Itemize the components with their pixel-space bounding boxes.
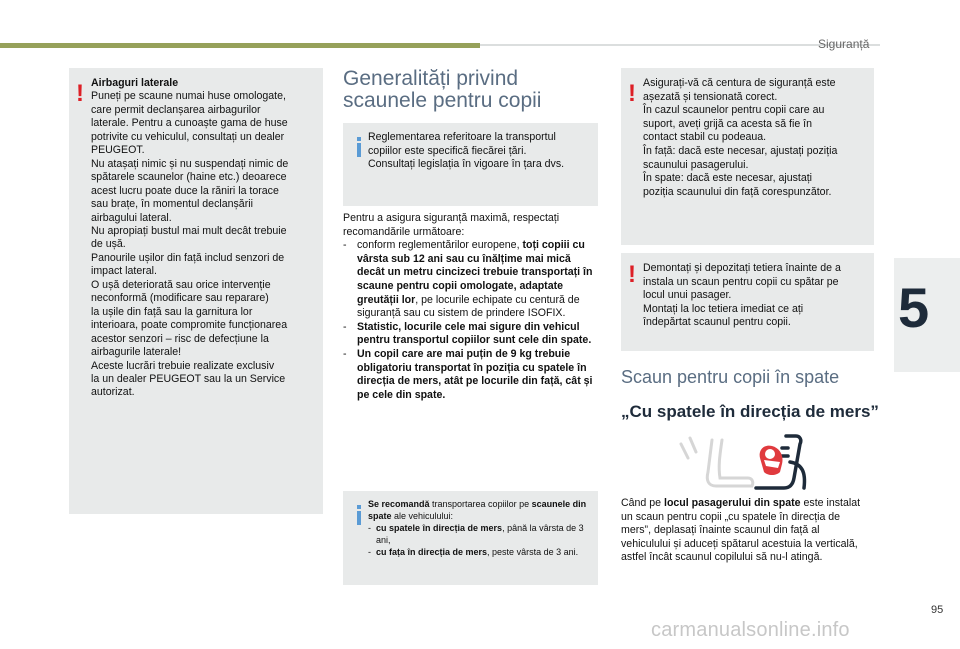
recommendation-item: - Un copil care are mai puțin de 9 kg trebuie obligatoriu transportat în poziția cu spatele în direcția de mers, atât pe locurile din față, cât și pe cele din spate.: [343, 347, 593, 401]
airbags-line: Panourile ușilor din față includ senzori de: [91, 251, 285, 264]
seatbelt-warning-line: Asigurați-vă că centura de siguranță este: [643, 77, 836, 89]
rear-seat-paragraph: Când pe locul pasagerului din spate este instalat un scaun pentru copii „cu spatele în direcția de mers”, deplasați înainte scaunul din față al vehiculului și aduceți spătarul acestuia la verticală, astfel încât scaunul copilului să nu-l atingă.: [621, 497, 861, 564]
info-icon: [352, 137, 366, 157]
seatbelt-warning-text: [643, 77, 871, 199]
info-list-item: - cu spatele în direcția de mers, până la vârsta de 3 ani,: [368, 523, 584, 545]
airbags-line: airbagului lateral.: [91, 211, 172, 224]
airbags-line: potrivite cu vehiculul, consultați un dealer: [91, 130, 285, 143]
footer-watermark: carmanualsonline.info: [651, 619, 850, 641]
regulation-info-text: [368, 131, 593, 172]
section-title: Siguranță: [818, 37, 870, 51]
warning-icon: !: [628, 261, 636, 288]
info-list-item: - cu fața în direcția de mers, peste vârsta de 3 ani.: [368, 547, 579, 557]
airbags-line: airbagurile laterale!: [91, 346, 182, 359]
header-accent-bar: [0, 43, 480, 48]
chapter-number: 5: [898, 276, 930, 339]
headrest-warning-line: locul unui pasager.: [643, 289, 732, 302]
airbags-line: la ușile din față sau la garnitura lor: [91, 305, 253, 318]
recommendation-item: - Statistic, locurile cele mai sigure din vehicul pentru transportul copiilor sunt cele din spate.: [343, 320, 592, 347]
rear-seat-heading: Scaun pentru copii în spate: [621, 367, 840, 387]
seatbelt-warning-line: contact stabil cu podeaua.: [643, 131, 767, 144]
child-seat-rear-facing-icon: [676, 432, 816, 494]
intro-line2: recomandările următoare:: [343, 225, 465, 238]
headrest-warning-box: [621, 253, 874, 351]
general-heading: [343, 68, 593, 112]
airbags-line: acest lucru poate duce la răniri la torace: [91, 184, 279, 197]
airbags-line: sau brațe, în momentul declanșării: [91, 198, 253, 211]
recommendation-item: - conform reglementărilor europene, toți copiii cu vârsta sub 12 ani sau cu înălțime mai mică decât un metru cincizeci trebuie transportați în scaune pentru copii omologate, adaptate greutății lor, pe locurile echipate cu centură de siguranță sau cu sistem de prindere ISOFIX.: [343, 239, 593, 320]
airbags-lines: [91, 90, 321, 399]
airbags-line: acestor senzori – risc de defecțiune la: [91, 332, 269, 345]
airbags-line: laterale. Pentru a cunoaște gama de huse: [91, 117, 288, 130]
seatbelt-warning-line: așezată și tensionată corect.: [643, 90, 778, 103]
seatbelt-warning-line: În față: dacă este necesar, ajustați poziția: [643, 144, 838, 157]
airbags-line: Aceste lucrări trebuie realizate exclusiv: [91, 359, 275, 372]
seatbelt-warning-line: În cazul scaunelor pentru copii care au: [643, 104, 825, 117]
intro-line1: Pentru a asigura siguranță maximă, respectați: [343, 212, 560, 224]
airbags-line: de ușă.: [91, 238, 126, 251]
airbags-line: impact lateral.: [91, 265, 157, 278]
regulation-info-line: Reglementarea referitoare la transportul: [368, 131, 556, 143]
airbags-title: Airbaguri laterale: [91, 77, 179, 89]
headrest-warning-line: instala un scaun pentru copii cu spătar pe: [643, 275, 839, 288]
info-icon: [352, 505, 366, 525]
rear-seat-info-box: [343, 491, 598, 585]
seatbelt-warning-box: [621, 68, 874, 245]
headrest-warning-line: îndepărtat scaunul pentru copii.: [643, 316, 791, 329]
airbags-line: interioara, poate compromite funcționarea: [91, 319, 288, 332]
airbags-line: Nu apropiați bustul mai mult decât trebuie: [91, 224, 287, 237]
warning-icon: !: [76, 80, 84, 107]
headrest-warning-text: [643, 262, 871, 330]
airbags-line: PEUGEOT.: [91, 144, 145, 157]
seatbelt-warning-line: În spate: dacă este necesar, ajustați: [643, 172, 813, 185]
airbags-line: O ușă deteriorată sau orice intervenție: [91, 278, 271, 291]
seatbelt-warning-line: poziția scaunului din față corespunzător.: [643, 185, 832, 198]
headrest-warning-line: Demontați și depozitați tetiera înainte de a: [643, 262, 841, 274]
regulation-info-line: Consultați legislația în vigoare în țara dvs.: [368, 158, 565, 171]
airbags-line: neconformă (modificare sau reparare): [91, 292, 269, 305]
recommendations-text: [343, 212, 598, 402]
airbags-line: care permit declanșarea airbagurilor: [91, 103, 261, 116]
airbags-text: [91, 77, 321, 400]
airbags-line: spătarele scaunelor (haine etc.) deoarece: [91, 171, 287, 184]
seatbelt-warning-line: scaunului pasagerului.: [643, 158, 749, 171]
general-heading-line1: Generalități privind: [343, 67, 519, 90]
airbags-line: Puneți pe scaune numai huse omologate,: [91, 90, 286, 103]
rear-facing-subheading: „Cu spatele în direcția de mers”: [621, 402, 879, 421]
airbags-line: autorizat.: [91, 386, 135, 399]
warning-icon: !: [628, 80, 636, 107]
page-number: 95: [931, 604, 944, 616]
regulation-info-box: [343, 123, 598, 206]
rear-seat-info-text: Se recomandă transportarea copiilor pe scaunele din spate ale vehiculului: - cu spatele în direcția de mers, până la vârsta de 3 ani, - cu fața în direcția de mers, peste vârsta de 3 ani.: [368, 498, 593, 558]
regulation-info-line: copiilor este specifică fiecărei țări.: [368, 144, 527, 157]
airbags-warning-box: [69, 68, 323, 514]
airbags-line: Nu atașați nimic și nu suspendați nimic de: [91, 157, 289, 170]
seatbelt-warning-line: suport, aveți grijă ca acesta să fie în: [643, 117, 812, 130]
airbags-line: la un dealer PEUGEOT sau la un Service: [91, 372, 286, 385]
general-heading-line2: scaunele pentru copii: [343, 89, 542, 112]
chapter-tab[interactable]: [894, 258, 960, 372]
headrest-warning-line: Montați la loc tetiera imediat ce ați: [643, 302, 804, 315]
